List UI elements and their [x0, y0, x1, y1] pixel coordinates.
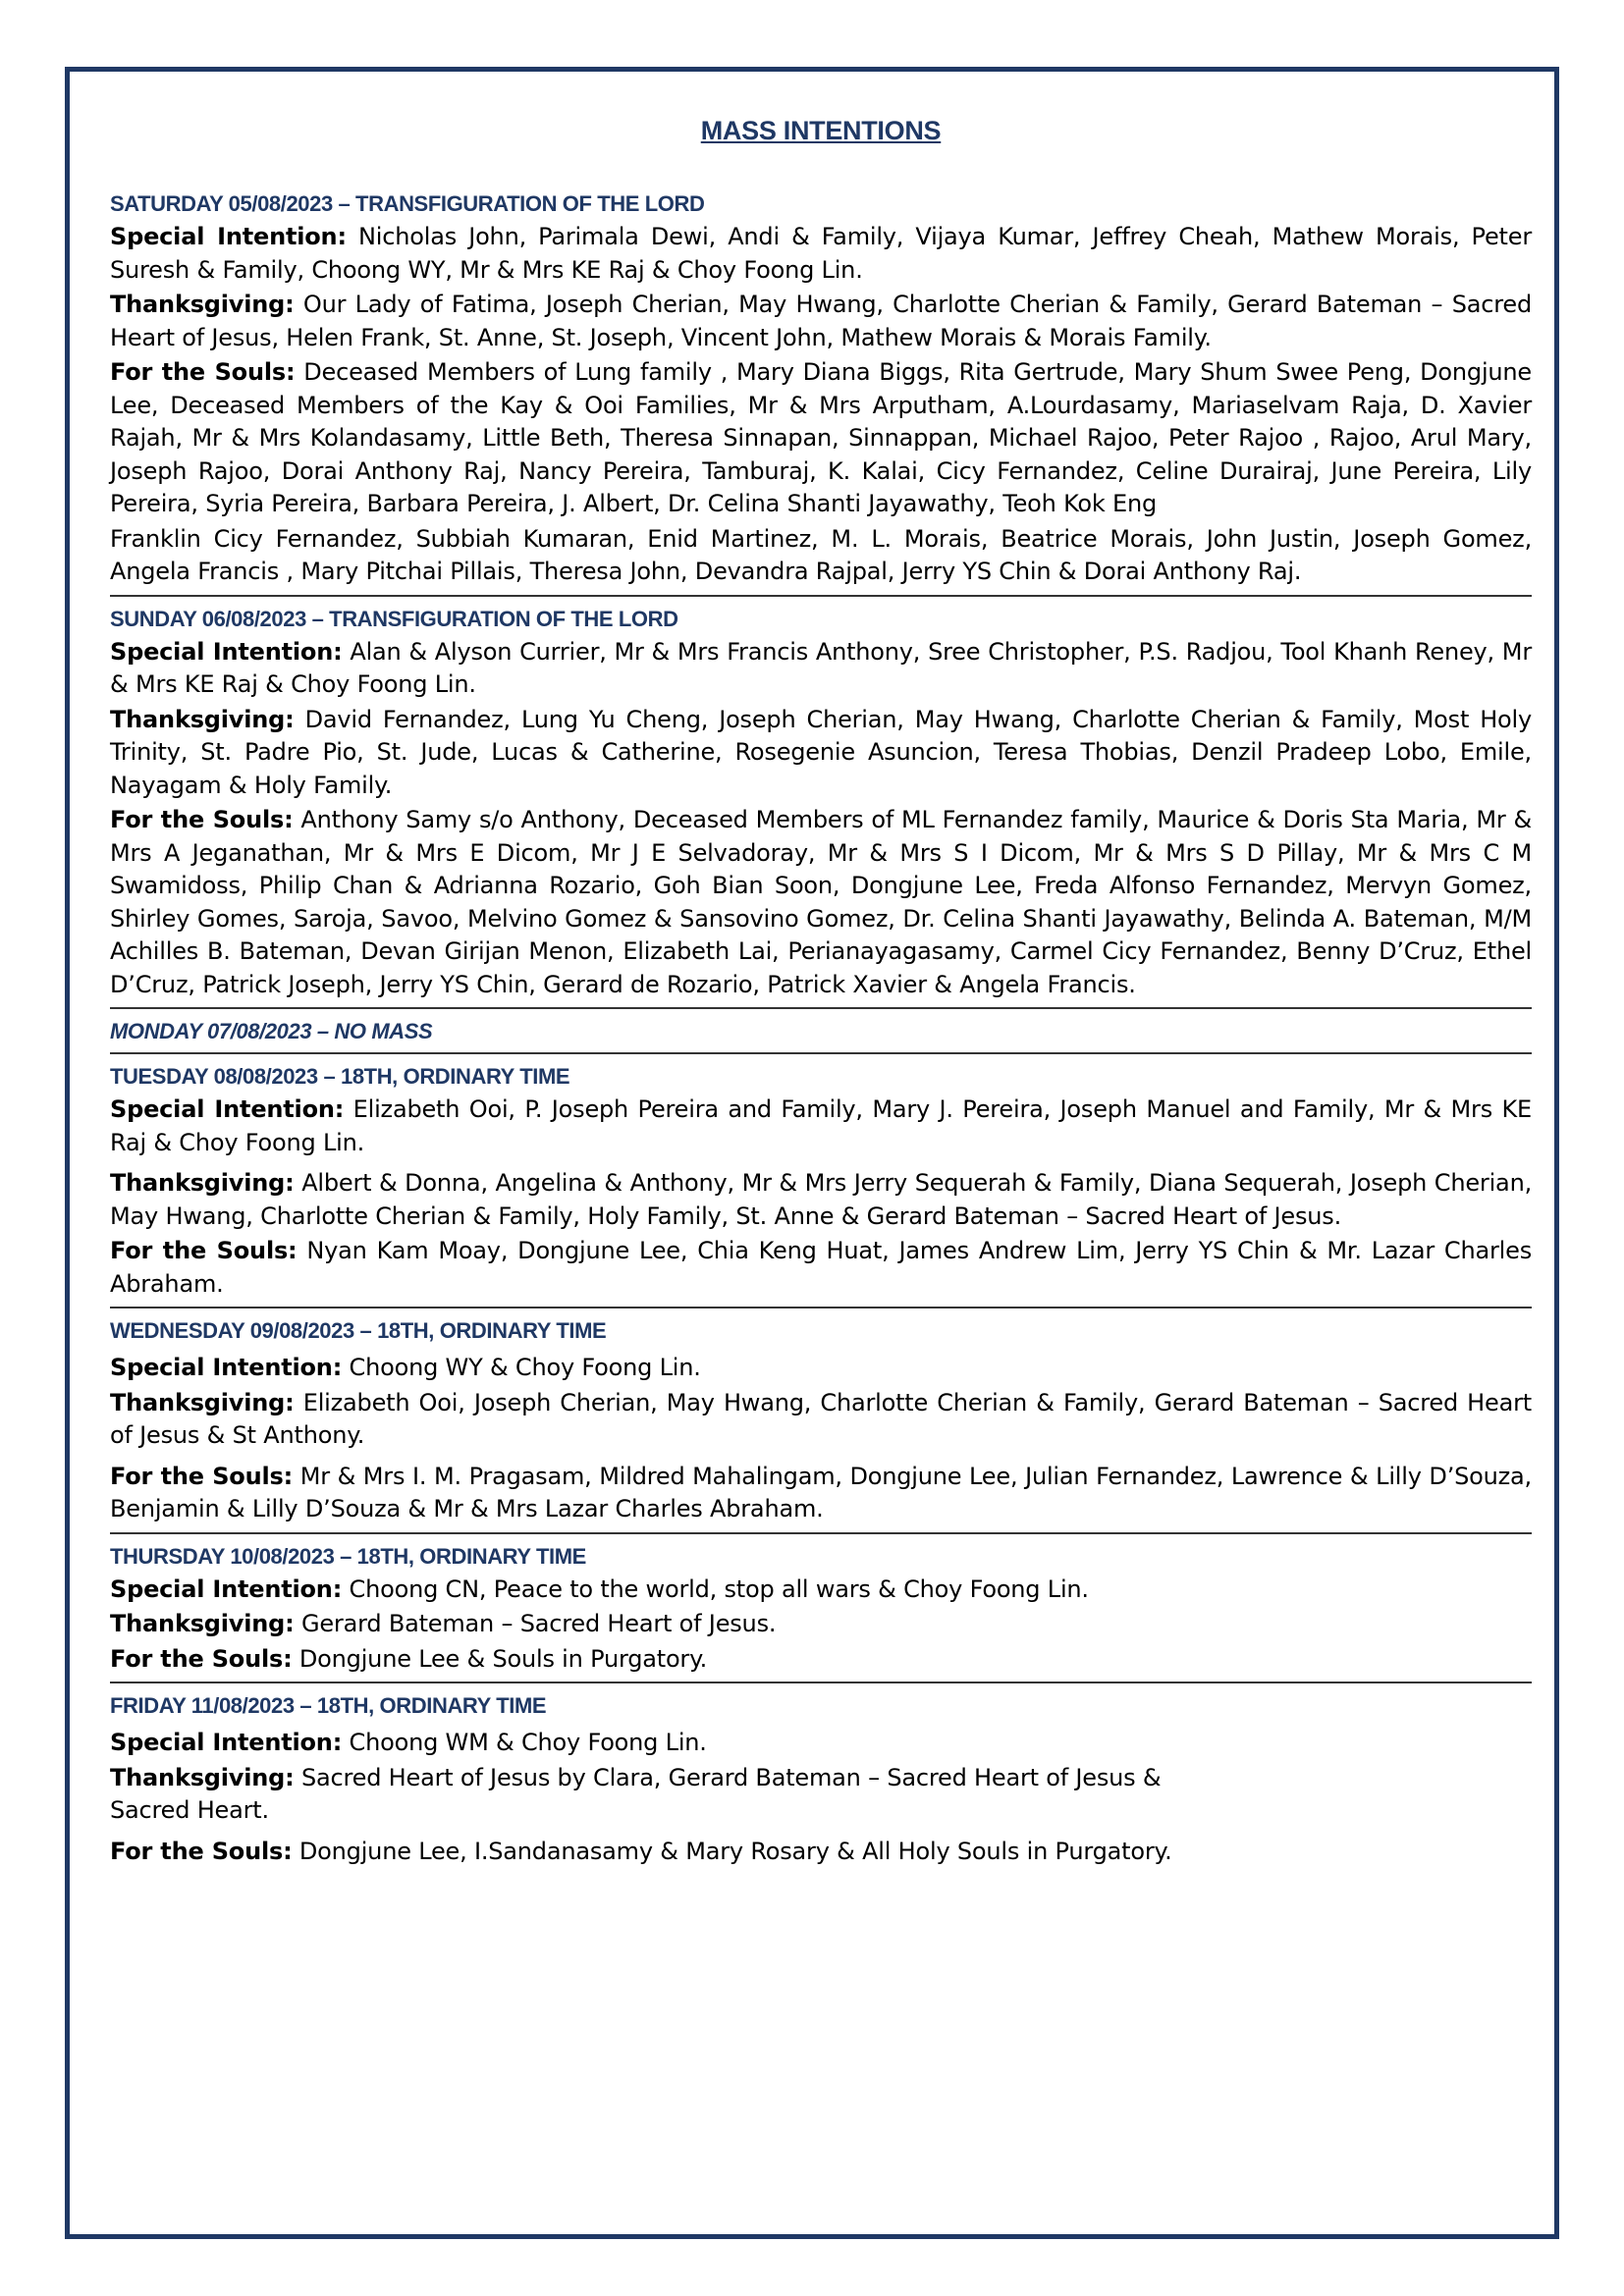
thanksgiving-label: Thanksgiving: — [110, 1610, 295, 1637]
for-the-souls-label: For the Souls: — [110, 1644, 293, 1673]
for-the-souls-continued: Franklin Cicy Fernandez, Subbiah Kumaran, Enid Martinez, M. L. Morais, Beatrice Morais, John Justin, Joseph Gomez, Angela Francis , Mary Pitchai Pillais, Theresa John, Devandra Rajpal, Jerry YS Chin & Dorai Anthony Raj. — [110, 524, 1532, 585]
for-the-souls-label: For the Souls: — [110, 806, 294, 833]
day-heading: SATURDAY 05/08/2023 – TRANSFIGURATION OF THE LORD — [110, 191, 705, 216]
thanksgiving — [110, 1608, 1532, 1641]
for-the-souls-text: Mr & Mrs I. M. Pragasam, Mildred Mahalingam, Dongjune Lee, Julian Fernandez, Lawrence & Lilly D’Souza, Benjamin & Lilly D’Souza & Mr & Mrs Lazar Charles Abraham. — [110, 1462, 1532, 1522]
special-intention-label: Special Intention: — [110, 1729, 343, 1756]
special-intention — [110, 1727, 1532, 1760]
special-intention-label: Special Intention: — [110, 1095, 345, 1123]
thanksgiving-text: Gerard Bateman – Sacred Heart of Jesus. — [300, 1610, 777, 1637]
special-intention-text: Nicholas John, Parimala Dewi, Andi & Family, Vijaya Kumar, Jeffrey Cheah, Mathew Morais, Peter Suresh & Family, Choong WY, Mr & Mrs KE Raj & Choy Foong Lin. — [110, 223, 1532, 284]
special-intention-label: Special Intention: — [110, 1575, 343, 1603]
thanksgiving — [110, 1387, 1532, 1453]
for-the-souls-text: Deceased Members of Lung family , Mary Diana Biggs, Rita Gertrude, Mary Shum Swee Peng, Dongjune Lee, Deceased Members of the Kay & Ooi Families, Mr & Mrs Arputham, A.Lourdasamy, Mariaselvam Raja, D. Xavier Rajah, Mr & Mrs Kolandasamy, Little Beth, Theresa Sinnapan, Sinnappan, Michael Rajoo, Peter Rajoo , Rajoo, Arul Mary, Joseph Rajoo, Dorai Anthony Raj, Nancy Pereira, Tamburaj, K. Kalai, Cicy Fernandez, Celine Durairaj, June Pereira, Lily Pereira, Syria Pereira, Barbara Pereira, J. Albert, Dr. Celina Shanti Jayawathy, Teoh Kok Eng — [110, 358, 1533, 517]
thanksgiving-label: Thanksgiving: — [110, 705, 295, 733]
for-the-souls-text: Dongjune Lee & Souls in Purgatory. — [298, 1644, 708, 1673]
thanksgiving-text: David Fernandez, Lung Yu Cheng, Joseph Cherian, May Hwang, Charlotte Cherian & Family, Most Holy Trinity, St. Padre Pio, St. Jude, Lucas & Catherine, Rosegenie Asuncion, Teresa Thobias, Denzil Pradeep Lobo, Emile, Nayagam & Holy Family. — [110, 705, 1532, 799]
for-the-souls — [110, 1836, 1532, 1869]
thanksgiving-text: Elizabeth Ooi, Joseph Cherian, May Hwang, Charlotte Cherian & Family, Gerard Bateman – Sacred Heart of Jesus & St Anthony. — [110, 1388, 1532, 1449]
for-the-souls — [110, 1643, 1532, 1677]
for-the-souls-text: Anthony Samy s/o Anthony, Deceased Members of ML Fernandez family, Maurice & Doris Sta Maria, Mr & Mrs A Jeganathan, Mr & Mrs E Dicom, Mr J E Selvadoray, Mr & Mrs S I Dicom, Mr & Mrs S D Pillay, Mr & Mrs C M Swamidoss, Philip Chan & Adrianna Rozario, Goh Bian Soon, Dongjune Lee, Freda Alfonso Fernandez, Mervyn Gomez, Shirley Gomes, Saroja, Savoo, Melvino Gomez & Sansovino Gomez, Dr. Celina Shanti Jayawathy, Belinda A. Bateman, M/M Achilles B. Bateman, Devan Girijan Menon, Elizabeth Lai, Perianayagasamy, Carmel Cicy Fernandez, Benny D’Cruz, Ethel D’Cruz, Patrick Joseph, Jerry YS Chin, Gerard de Rozario, Patrick Xavier & Angela Francis. — [110, 806, 1532, 998]
thanksgiving — [110, 289, 1532, 354]
day-heading: THURSDAY 10/08/2023 – 18TH, ORDINARY TIME — [110, 1543, 586, 1569]
special-intention-text: Choong WM & Choy Foong Lin. — [349, 1729, 707, 1756]
for-the-souls — [110, 804, 1532, 1001]
thanksgiving — [110, 1167, 1532, 1233]
special-intention-label: Special Intention: — [110, 637, 343, 666]
thanksgiving-text-line2: Sacred Heart. — [110, 1796, 269, 1824]
thanksgiving — [110, 704, 1532, 803]
day-section-thursday — [110, 1544, 1532, 1684]
for-the-souls-label: For the Souls: — [110, 1237, 298, 1264]
day-section-monday — [110, 1019, 1532, 1054]
special-intention-label: Special Intention: — [110, 223, 347, 250]
for-the-souls-label: For the Souls: — [110, 1837, 293, 1865]
special-intention — [110, 1094, 1532, 1159]
for-the-souls-label: For the Souls: — [110, 1462, 293, 1490]
day-section-friday — [110, 1693, 1532, 1874]
special-intention — [110, 1574, 1532, 1607]
for-the-souls — [110, 1461, 1532, 1526]
special-intention — [110, 221, 1532, 287]
thanksgiving-label: Thanksgiving: — [110, 291, 295, 318]
for-the-souls-text: Dongjune Lee, I.Sandanasamy & Mary Rosary & All Holy Souls in Purgatory. — [298, 1837, 1172, 1865]
day-section-wednesday — [110, 1318, 1532, 1534]
thanksgiving-text: Sacred Heart of Jesus by Clara, Gerard Bateman – Sacred Heart of Jesus & — [300, 1763, 1162, 1791]
day-section-tuesday — [110, 1064, 1532, 1308]
for-the-souls-label: For the Souls: — [110, 358, 296, 386]
special-intention-text: Elizabeth Ooi, P. Joseph Pereira and Family, Mary J. Pereira, Joseph Manuel and Family, Mr & Mrs KE Raj & Choy Foong Lin. — [110, 1095, 1532, 1156]
thanksgiving-text: Albert & Donna, Angelina & Anthony, Mr & Mrs Jerry Sequerah & Family, Diana Sequerah, Joseph Cherian, May Hwang, Charlotte Cherian & Family, Holy Family, St. Anne & Gerard Bateman – Sacred Heart of Jesus. — [110, 1169, 1533, 1230]
for-the-souls — [110, 1235, 1532, 1301]
special-intention-label: Special Intention: — [110, 1354, 343, 1381]
page-title: MASS INTENTIONS — [700, 116, 942, 145]
special-intention — [110, 636, 1532, 702]
day-section-saturday — [110, 191, 1532, 597]
day-heading: TUESDAY 08/08/2023 – 18TH, ORDINARY TIME — [110, 1064, 570, 1089]
day-heading: MONDAY 07/08/2023 – NO MASS — [110, 1019, 433, 1043]
day-section-sunday — [110, 607, 1532, 1010]
thanksgiving-text: Our Lady of Fatima, Joseph Cherian, May Hwang, Charlotte Cherian & Family, Gerard Bateman – Sacred Heart of Jesus, Helen Frank, St. Anne, St. Joseph, Vincent John, Mathew Morais & Morais Family. — [110, 291, 1532, 351]
thanksgiving-label: Thanksgiving: — [110, 1763, 295, 1791]
special-intention-text: Choong CN, Peace to the world, stop all wars & Choy Foong Lin. — [349, 1575, 1089, 1603]
day-heading: SUNDAY 06/08/2023 – TRANSFIGURATION OF THE LORD — [110, 606, 678, 631]
special-intention-text: Choong WY & Choy Foong Lin. — [349, 1354, 701, 1381]
for-the-souls — [110, 356, 1532, 521]
for-the-souls-text: Nyan Kam Moay, Dongjune Lee, Chia Keng Huat, James Andrew Lim, Jerry YS Chin & Mr. Lazar Charles Abraham. — [110, 1237, 1532, 1298]
day-heading: FRIDAY 11/08/2023 – 18TH, ORDINARY TIME — [110, 1693, 547, 1718]
special-intention-text: Alan & Alyson Currier, Mr & Mrs Francis Anthony, Sree Christopher, P.S. Radjou, Tool Khanh Reney, Mr & Mrs KE Raj & Choy Foong Lin. — [110, 637, 1532, 698]
special-intention — [110, 1352, 1532, 1385]
thanksgiving-label: Thanksgiving: — [110, 1388, 295, 1416]
document-content — [110, 116, 1532, 1884]
day-heading: WEDNESDAY 09/08/2023 – 18TH, ORDINARY TIME — [110, 1318, 607, 1343]
thanksgiving-label: Thanksgiving: — [110, 1169, 295, 1197]
thanksgiving — [110, 1762, 1532, 1828]
